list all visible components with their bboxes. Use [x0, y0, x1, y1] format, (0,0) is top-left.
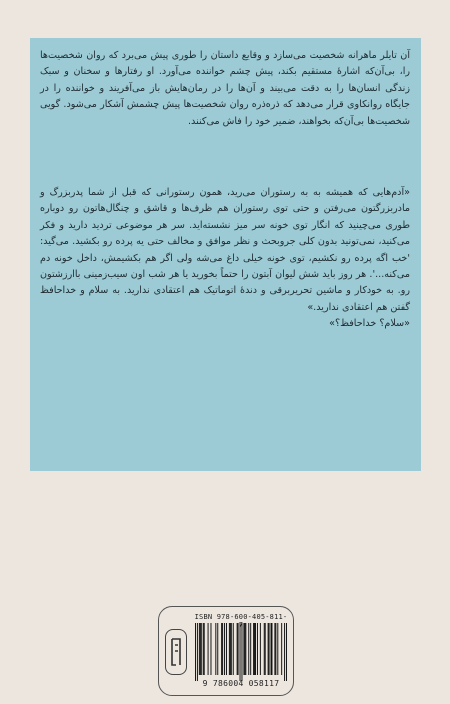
synopsis-paragraph: آن تایلر ماهرانه شخصیت می‌سازد و وقایع داستان را طوری پیش می‌برد که روان شخصیت‌ها را، بی‌آن‌که اشارهٔ مستقیم بکند، پیش چشم خواننده می‌آورد. او رفتارها و سخنان و سبک زندگی انسان‌ها را به دقت می‌بیند و آن‌ها را در رمان‌هایش باز می‌آفریند و خواننده را در جایگاه روانکاوی قرار می‌دهد که ذره‌ذره روان شخصیت‌ها پیش چشمش آشکار می‌شود. گویی شخصیت‌ها بی‌آن‌که بخواهند، ضمیر خود را فاش می‌کنند.	[40, 50, 410, 127]
barcode-bar	[260, 623, 261, 675]
barcode-bar	[274, 623, 275, 675]
barcode-bar	[200, 623, 201, 675]
barcode-bar	[264, 623, 265, 675]
barcode-bar	[231, 623, 232, 675]
barcode-bar	[255, 623, 256, 675]
barcode-bar	[238, 623, 239, 675]
barcode-bar	[229, 623, 230, 675]
barcode-bar	[230, 623, 231, 675]
barcode-bar	[201, 623, 202, 675]
barcode-number: 9 786004 058117	[202, 679, 280, 688]
barcode-bar	[245, 623, 246, 675]
barcode-bar	[277, 623, 278, 675]
barcode-bar	[250, 623, 251, 675]
barcode-bar	[268, 623, 269, 675]
barcode-bar	[224, 623, 225, 675]
isbn-label: ISBN 978-600-405-811-7	[194, 613, 288, 629]
barcode-bar	[217, 623, 218, 675]
barcode-bar	[233, 623, 234, 675]
barcode-bar	[208, 623, 209, 675]
barcode-bar	[269, 623, 270, 675]
barcode-bar	[254, 623, 255, 675]
barcode-bar	[272, 623, 273, 675]
barcode-bar	[210, 623, 211, 675]
quote-paragraph	[40, 185, 410, 333]
quote-text: «آدم‌هایی که همیشه به به رستوران می‌رید، همون رستورانی که قبل از شما پدربزرگ و مادربزرگتون می‌رفتن و حتی توی رستوران هم ظرف‌ها و قاشق و چنگال‌هاتون رو دوباره طوری می‌چینید که انگار توی خونه سر میز نشسته‌اید. سر هر موضوعی تردید دارید و فکر می‌کنید، نمی‌تونید بدون کلی جروبحث و نظر موافق و مخالف حتی یه پرده رو بکشید. می‌گید: 'خب اگه پرده رو نکشیم، توی خونه خیلی داغ می‌شه ولی اگر هم بکشیمش، داخل خونه دم می‌کنه...'. هر روز باید شش لیوان آبتون را حتماً بخورید یا هر شب اون سیب‌زمینی باارزشتون رو. به خودکار و ماشین تحریربرقی و دندهٔ اتوماتیک هم اعتقادی ندارید. به سلام و خداحافظ گفتن هم اعتقادی ندارید.»	[40, 187, 410, 313]
barcode-bar	[204, 623, 205, 675]
barcode-box	[158, 606, 294, 696]
barcode-bar	[203, 623, 204, 675]
barcode-bar	[265, 623, 266, 675]
barcode-bars	[195, 623, 287, 681]
barcode-bar	[243, 623, 244, 675]
barcode-bar	[286, 623, 287, 681]
barcode-bar	[284, 623, 285, 681]
barcode-bar	[253, 623, 254, 675]
quote-closing-line: «سلام؟ خداحافظ؟»	[329, 318, 410, 330]
barcode-bar	[281, 623, 282, 675]
barcode-bar	[221, 623, 222, 675]
barcode-bar	[257, 623, 258, 675]
barcode-bar	[199, 623, 200, 675]
barcode-bar	[248, 623, 249, 675]
barcode-bar	[226, 623, 227, 675]
barcode-bar	[240, 623, 241, 681]
barcode-bar	[271, 623, 272, 675]
barcode-bar	[237, 623, 238, 675]
barcode-bar	[241, 623, 242, 681]
barcode-bar	[195, 623, 196, 681]
barcode-bar	[244, 623, 245, 675]
barcode-bar	[197, 623, 198, 681]
barcode-bar	[222, 623, 223, 675]
publisher-logo-icon	[165, 629, 187, 675]
barcode-bar	[275, 623, 276, 675]
barcode-bar	[215, 623, 216, 675]
